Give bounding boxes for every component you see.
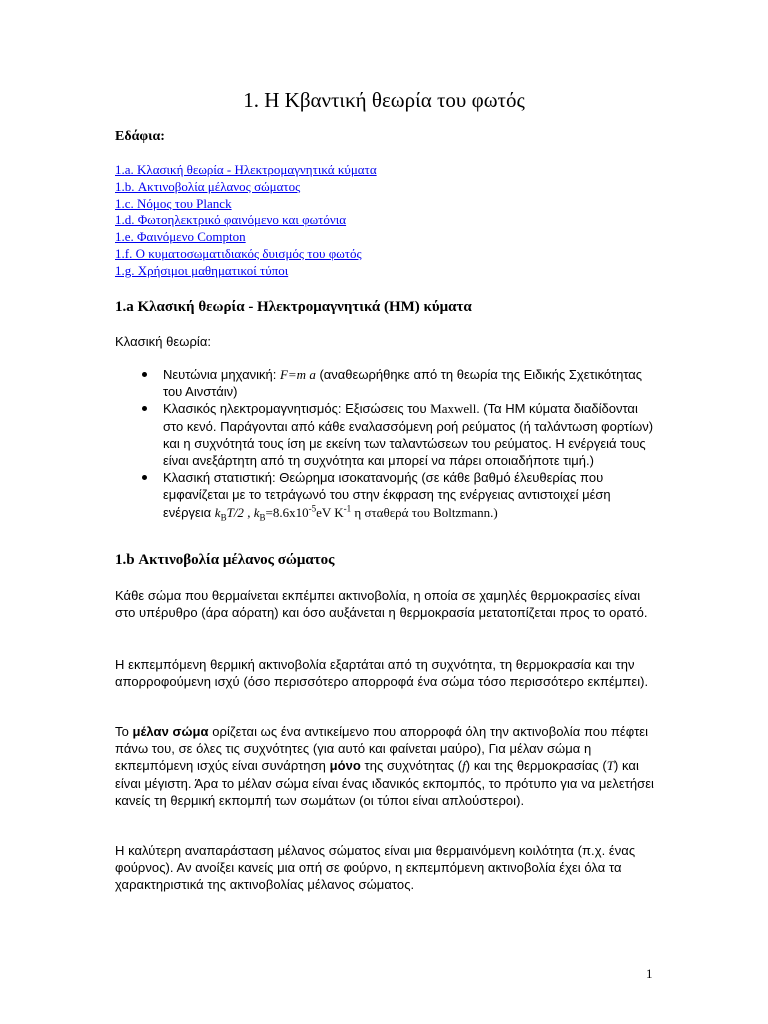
toc-link-1b[interactable]: 1.b. Ακτινοβολία μέλανος σώματος (115, 178, 301, 194)
toc-item (115, 179, 377, 196)
list-item: Κλασική στατιστική: Θεώρημα ισοκατανομής (σε κάθε βαθμό έλευθερίας που εμφανίζεται με το τετράγωνό του στην έκφραση της ενέργειας αντιστοιχεί μέση ενέργεια $k_BT/2$ , $k_B=8.6x10^{-5}eV$ $K^{-1}$ η σταθερά του Boltzmann.) (115, 469, 655, 521)
paragraph: Η καλύτερη αναπαράσταση μέλανος σώματος είναι μια θερμαινόμενη κοιλότητα (π.χ. ένας φούρνος). Αν ανοίξει κανείς μια οπή σε φούρνο, η εκπεμπόμενη ακτινοβολία έχει όλα τα χαρακτηριστικά της ακτινοβολίας μέλανος σώματος. (115, 843, 636, 893)
toc-item (115, 246, 377, 263)
bold-term: μόνο (329, 758, 361, 774)
bullet-icon (142, 475, 147, 480)
toc-link-1f[interactable]: 1.f. Ο κυματοσωματιδιακός δυισμός του φωτός (115, 245, 362, 261)
bullet-icon (142, 372, 147, 377)
bullet-icon (142, 406, 147, 411)
list-item: Κλασικός ηλεκτρομαγνητισμός: Εξισώσεις του Maxwell. (Τα ΗΜ κύματα διαδίδονται στο κενό. Παράγονται από κάθε εναλασσόμενη ροή ρεύματος (ή ταλάντωση φορτίων) και η συχνότητά τους ίση με εκείνη των ταλαντώσεων του ρεύματος. Η ενέργειά τους είναι ανεξάρτητη από τη συχνότητα και μπορεί να πάρει οποιαδήποτε τιμή.) (115, 400, 655, 469)
section-1a-intro: Κλασική θεωρία: (115, 334, 212, 349)
toc-link-1e[interactable]: 1.e. Φαινόμενο Compton (115, 229, 246, 245)
toc-item (115, 229, 377, 246)
toc-heading: Εδάφια: (115, 129, 165, 144)
toc-item (115, 212, 377, 229)
bold-term: μέλαν σώμα (132, 724, 209, 739)
toc-link-1c[interactable]: 1.c. Νόμος του Planck (115, 195, 232, 211)
toc-link-1d[interactable]: 1.d. Φωτοηλεκτρικό φαινόμενο και φωτόνια (115, 212, 347, 228)
paragraph: Το μέλαν σώμα ορίζεται ως ένα αντικείμενο που απορροφά όλη την ακτινοβολία που πέφτει πάνω του, σε όλες τις συχνότητες (για αυτό και φαίνεται μαύρο), Για μέλαν σώμα η εκπεμπόμενη ισχύς είναι συνάρτηση μόνο της συχνότητας (f) και της θερμοκρασίας (T) και είναι μέγιστη. Άρα το μέλαν σώμα είναι ένας ιδανικός εκπομπός, το πρότυπο για να μελετήσει κανείς τη θερμική εκπομπή των σωμάτων (οι τύποι είναι απλούστεροι). (115, 724, 654, 808)
paragraph: Κάθε σώμα που θερμαίνεται εκπέμπει ακτινοβολία, η οποία σε χαμηλές θερμοκρασίες είναι στο υπέρυθρο (άρα αόρατη) και όσο αυξάνεται η θερμοκρασία μετατοπίζεται προς το ορατό. (115, 588, 648, 621)
page-number: 1 (646, 966, 653, 981)
bullet-list (115, 366, 655, 521)
formula: F=m a (279, 367, 316, 382)
toc-link-1a[interactable]: 1.a. Κλασική θεωρία - Ηλεκτρομαγνητικά κύματα (115, 162, 377, 177)
toc-link-1g[interactable]: 1.g. Χρήσιμοι μαθηματικοί τύποι (115, 262, 289, 278)
section-heading-1a: 1.a Κλασική θεωρία - Ηλεκτρομαγνητικά (ΗΜ) κύματα (115, 299, 472, 315)
page-title: 1. Η Κβαντική θεωρία του φωτός (243, 88, 525, 112)
paragraph: Η εκπεμπόμενη θερμική ακτινοβολία εξαρτάται από τη συχνότητα, τη θερμοκρασία και την απορροφούμενη ισχύ (όσο περισσότερο απορροφά ένα σώμα τόσο περισσότερο εκπέμπει). (115, 657, 649, 690)
section-heading-1b: 1.b Ακτινοβολία μέλανος σώματος (115, 552, 335, 568)
toc-item (115, 162, 377, 179)
toc-item (115, 196, 377, 213)
table-of-contents (115, 162, 377, 280)
list-item: Νευτώνια μηχανική: F=m a (αναθεωρήθηκε από τη θεωρία της Ειδικής Σχετικότητας του Αινστάιν) (115, 366, 655, 400)
toc-item (115, 263, 377, 280)
